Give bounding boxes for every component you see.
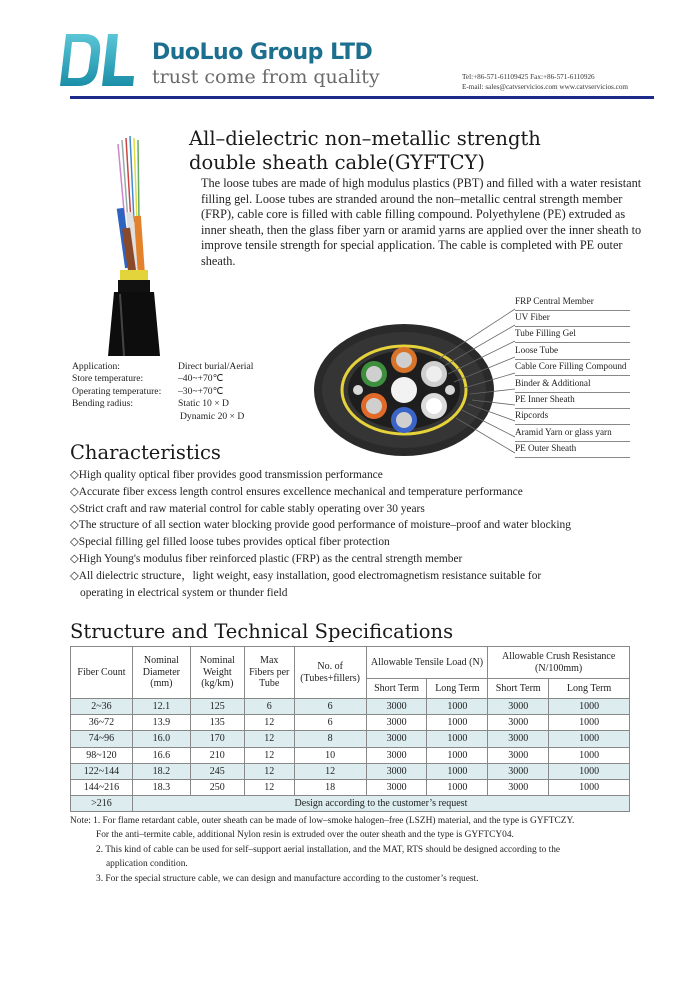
contact-phone-fax: Tel:+86-571-61109425 Fax:+86-571-6110926 [462, 73, 595, 81]
label-underline [515, 310, 630, 311]
cell-weight: 135 [190, 715, 244, 731]
cell-diameter: 16.6 [132, 747, 190, 763]
cell-tensile-short: 3000 [366, 779, 427, 795]
header-weight: Nominal Weight (kg/km) [190, 647, 244, 699]
table-row [71, 715, 630, 731]
diamond-bullet-icon: ◇ [70, 519, 79, 532]
product-title [189, 127, 541, 175]
cell-fiber-count: 2~36 [71, 699, 133, 715]
table-row [71, 779, 630, 795]
cell-diameter: 18.3 [132, 779, 190, 795]
header-rule [70, 96, 654, 99]
param-label: Store temperature: [72, 373, 144, 385]
param-label: Operating temperature: [72, 385, 162, 397]
spec-heading: Structure and Technical Specifications [70, 620, 454, 643]
label-ripcords: Ripcords [515, 410, 549, 420]
cell-diameter: 13.9 [132, 715, 190, 731]
cell-design-note: Design according to the customer’s request [132, 796, 629, 812]
cell-tensile-long: 1000 [427, 731, 488, 747]
label-underline [515, 342, 630, 343]
label-binder: Binder & Additional [515, 378, 591, 388]
table-row [71, 731, 630, 747]
param-label: Application: [72, 361, 120, 372]
contact-info [462, 72, 628, 92]
cell-fiber-count: 36~72 [71, 715, 133, 731]
cell-tensile-long: 1000 [427, 779, 488, 795]
cell-tensile-short: 3000 [366, 715, 427, 731]
param-value: –40~+70℃ [178, 373, 224, 385]
cell-max-fibers: 6 [244, 699, 294, 715]
cell-diameter: 12.1 [132, 699, 190, 715]
company-slogan: trust come from quality [152, 66, 380, 88]
label-uv-fiber: UV Fiber [515, 312, 550, 322]
label-underline [515, 457, 630, 458]
spec-table-body [71, 699, 630, 812]
cell-crush-short: 3000 [488, 731, 549, 747]
table-row-last [71, 796, 630, 812]
label-underline [515, 375, 630, 376]
characteristics-list [70, 467, 660, 601]
header-short-term: Short Term [366, 679, 427, 699]
label-underline [515, 424, 630, 425]
cell-crush-long: 1000 [549, 699, 630, 715]
cell-crush-short: 3000 [488, 763, 549, 779]
param-label: Bending radius: [72, 398, 134, 410]
cell-diameter: 16.0 [132, 731, 190, 747]
company-logo [58, 30, 136, 90]
table-row [71, 763, 630, 779]
header-diameter: Nominal Diameter (mm) [132, 647, 190, 699]
cable-photo [84, 132, 194, 356]
param-value: Direct burial/Aerial [178, 361, 254, 372]
diamond-bullet-icon: ◇ [70, 536, 79, 549]
product-title-line2: double sheath cable(GYFTCY) [189, 151, 486, 174]
cell-tensile-long: 1000 [427, 763, 488, 779]
param-bending-radius [72, 398, 253, 410]
product-description: The loose tubes are made of high modulus plastics (PBT) and filled with a water resistant filling gel. Loose tubes are stranded around the non–metallic central strength member (FRP), cable core is filled with cable filling compound. Polyethylene (PE) extruded as inner sheath, then the glass fiber yarn or aramid yarns are applied over the inner sheath to improve tensile strength for special application. The cable is completed with PE outer sheath. [201, 176, 642, 268]
cell-weight: 245 [190, 763, 244, 779]
label-underline [515, 408, 630, 409]
note-1-continued: For the anti–termite cable, additional Nylon resin is extruded over the outer sheath and the type is GYFTCY04. [96, 830, 514, 841]
table-row [71, 747, 630, 763]
label-frp: FRP Central Member [515, 296, 594, 306]
cell-crush-short: 3000 [488, 715, 549, 731]
table-row [71, 699, 630, 715]
cell-tubes: 6 [294, 699, 366, 715]
header-fiber-count: Fiber Count [71, 647, 133, 699]
cell-weight: 125 [190, 699, 244, 715]
cell-max-fibers: 12 [244, 731, 294, 747]
list-item: ◇Strict craft and raw material control for cable stably operating over 30 years [70, 502, 425, 515]
cell-max-fibers: 12 [244, 779, 294, 795]
cell-crush-long: 1000 [549, 763, 630, 779]
header-long-term: Long Term [427, 679, 488, 699]
param-operating-temperature [72, 386, 253, 398]
diamond-bullet-icon: ◇ [70, 569, 79, 582]
cell-tensile-long: 1000 [427, 747, 488, 763]
notes [70, 814, 660, 886]
dl-logo-mark [58, 30, 136, 90]
cell-tubes: 12 [294, 763, 366, 779]
product-title-line1: All–dielectric non–metallic strength [189, 127, 541, 150]
header-crush: Allowable Crush Resistance (N/100mm) [488, 647, 630, 679]
list-item: ◇Accurate fiber excess length control ensures excellence mechanical and temperature performance [70, 485, 523, 498]
cell-fiber-count: 122~144 [71, 763, 133, 779]
label-underline [515, 326, 630, 327]
note-1: Note: 1. For flame retardant cable, outer sheath can be made of low–smoke halogen–free (LSZH) material, and the type is GYFTCZY. [70, 816, 575, 826]
cell-crush-long: 1000 [549, 731, 630, 747]
cell-fiber-count: 74~96 [71, 731, 133, 747]
label-tube-filling-gel: Tube Filling Gel [515, 328, 576, 338]
header-long-term: Long Term [549, 679, 630, 699]
cell-max-fibers: 12 [244, 763, 294, 779]
diamond-bullet-icon: ◇ [70, 502, 79, 515]
cell-crush-short: 3000 [488, 779, 549, 795]
label-aramid-yarn: Aramid Yarn or glass yarn [515, 427, 612, 437]
list-item: ◇All dielectric structure，light weight, easy installation, good electromagnetism resistance suitable for [70, 569, 542, 582]
cable-illustration [84, 132, 194, 356]
param-bending-dynamic: Dynamic 20 × D [180, 410, 245, 422]
cell-tensile-short: 3000 [366, 747, 427, 763]
header-short-term: Short Term [488, 679, 549, 699]
header-max-fibers: Max Fibers per Tube [244, 647, 294, 699]
label-pe-inner-sheath: PE Inner Sheath [515, 394, 575, 404]
param-application [72, 361, 253, 373]
contact-email-web: E-mail: sales@catvservicios.com www.catvservicios.com [462, 83, 629, 91]
header-tubes: No. of (Tubes+fillers) [294, 647, 366, 699]
cell-tensile-long: 1000 [427, 715, 488, 731]
cell-tubes: 8 [294, 731, 366, 747]
param-value: –30~+70℃ [178, 385, 224, 397]
label-loose-tube: Loose Tube [515, 345, 559, 355]
label-core-filling: Cable Core Filling Compound [515, 361, 627, 371]
cell-tubes: 10 [294, 747, 366, 763]
spec-table [70, 646, 630, 812]
list-item: ◇The structure of all section water blocking provide good performance of moisture–proof and water blocking [70, 519, 571, 532]
cell-crush-long: 1000 [549, 715, 630, 731]
company-name: DuoLuo Group LTD [152, 40, 373, 65]
note-2-continued: application condition. [106, 859, 188, 870]
characteristics-heading: Characteristics [70, 441, 221, 464]
cell-weight: 210 [190, 747, 244, 763]
cell-fiber-count: 144~216 [71, 779, 133, 795]
cell-weight: 170 [190, 731, 244, 747]
cell-crush-long: 1000 [549, 747, 630, 763]
cell-max-fibers: 12 [244, 715, 294, 731]
note-2: 2. This kind of cable can be used for self–support aerial installation, and the MAT, RTS should be designed according to the [96, 844, 561, 855]
cell-crush-long: 1000 [549, 779, 630, 795]
cell-fiber-count: >216 [71, 796, 133, 812]
header-tensile: Allowable Tensile Load (N) [366, 647, 488, 679]
cell-crush-short: 3000 [488, 699, 549, 715]
label-underline [515, 441, 630, 442]
cell-tensile-short: 3000 [366, 699, 427, 715]
param-store-temperature [72, 373, 253, 385]
param-value: Static 10 × D [178, 398, 229, 410]
list-item: ◇High Young's modulus fiber reinforced plastic (FRP) as the central strength member [70, 552, 463, 565]
cell-fiber-count: 98~120 [71, 747, 133, 763]
cell-tensile-short: 3000 [366, 763, 427, 779]
note-3: 3. For the special structure cable, we can design and manufacture according to the customer’s request. [96, 873, 479, 884]
diamond-bullet-icon: ◇ [70, 485, 79, 498]
cross-section-pointers [440, 300, 520, 460]
label-pe-outer-sheath: PE Outer Sheath [515, 443, 577, 453]
cell-tubes: 18 [294, 779, 366, 795]
cell-tensile-long: 1000 [427, 699, 488, 715]
label-underline [515, 359, 630, 360]
diamond-bullet-icon: ◇ [70, 469, 79, 481]
list-item: ◇High quality optical fiber provides good transmission performance [70, 469, 383, 481]
cell-tensile-short: 3000 [366, 731, 427, 747]
cell-diameter: 18.2 [132, 763, 190, 779]
list-item-continuation: operating in electrical system or thunder field [80, 586, 288, 599]
cell-tubes: 6 [294, 715, 366, 731]
label-underline [515, 392, 630, 393]
list-item: ◇Special filling gel filled loose tubes provides optical fiber protection [70, 536, 390, 549]
pointer-lines [440, 300, 520, 460]
cable-parameters [72, 361, 253, 423]
cell-weight: 250 [190, 779, 244, 795]
diamond-bullet-icon: ◇ [70, 552, 79, 565]
cell-crush-short: 3000 [488, 747, 549, 763]
cell-max-fibers: 12 [244, 747, 294, 763]
